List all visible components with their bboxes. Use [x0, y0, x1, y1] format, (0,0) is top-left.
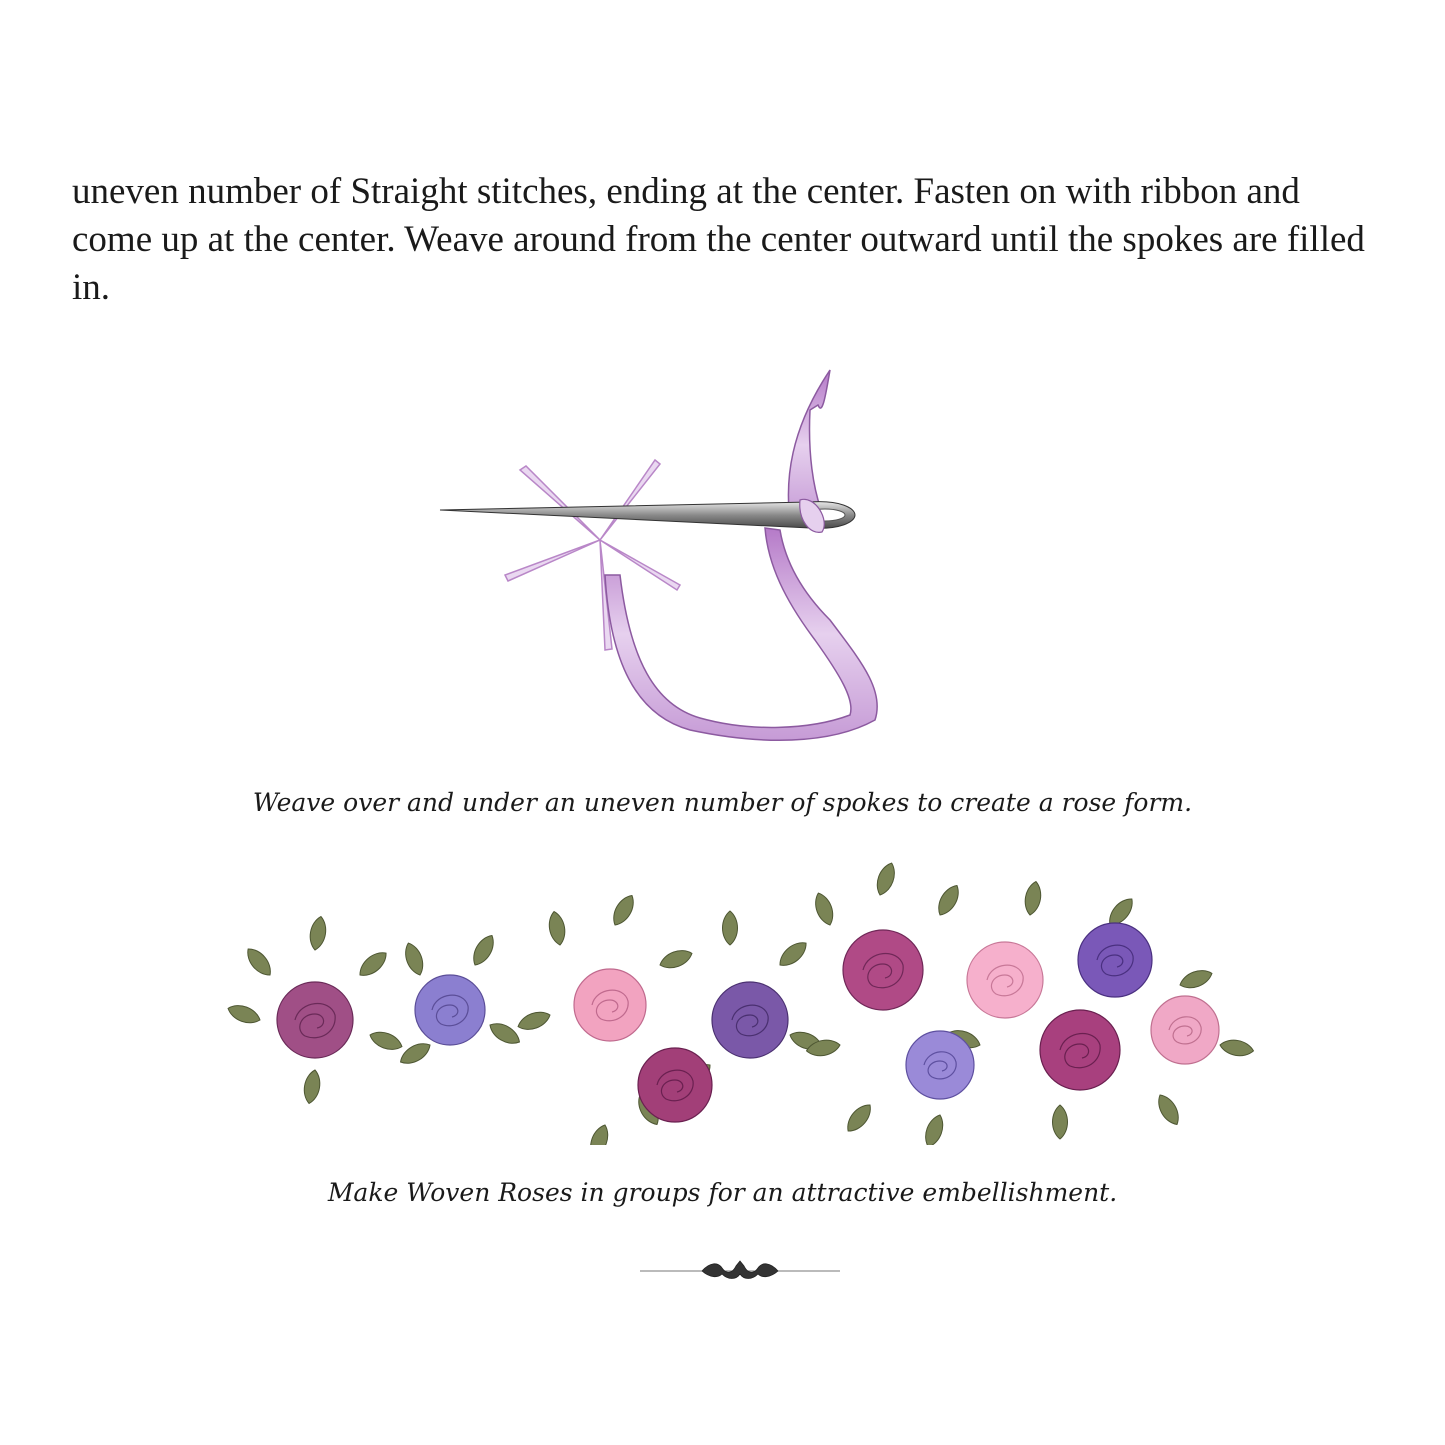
needle-weaving-illustration — [430, 360, 900, 750]
ornamental-divider — [640, 1258, 840, 1284]
figure-caption: Make Woven Roses in groups for an attractive embellishment. — [327, 1178, 1118, 1207]
rose — [967, 942, 1043, 1018]
ribbon-upper — [788, 370, 830, 520]
figure-caption: Weave over and under an uneven number of spokes to create a rose form. — [252, 788, 1193, 817]
ribbon-spokes — [505, 460, 680, 650]
woven-roses-illustration — [220, 855, 1260, 1145]
rose — [574, 969, 646, 1041]
rose — [1151, 996, 1219, 1064]
rose — [1078, 923, 1152, 997]
rose — [638, 1048, 712, 1122]
ribbon-tail — [605, 528, 877, 740]
rose — [843, 930, 923, 1010]
body-paragraph: uneven number of Straight stitches, ending at the center. Fasten on with ribbon and come up at the center. Weave around from the center outward until the spokes are filled in. — [72, 171, 1365, 308]
rose — [415, 975, 485, 1045]
rose — [712, 982, 788, 1058]
rose — [277, 982, 353, 1058]
rose — [1040, 1010, 1120, 1090]
needle — [440, 502, 855, 529]
rose — [906, 1031, 974, 1099]
